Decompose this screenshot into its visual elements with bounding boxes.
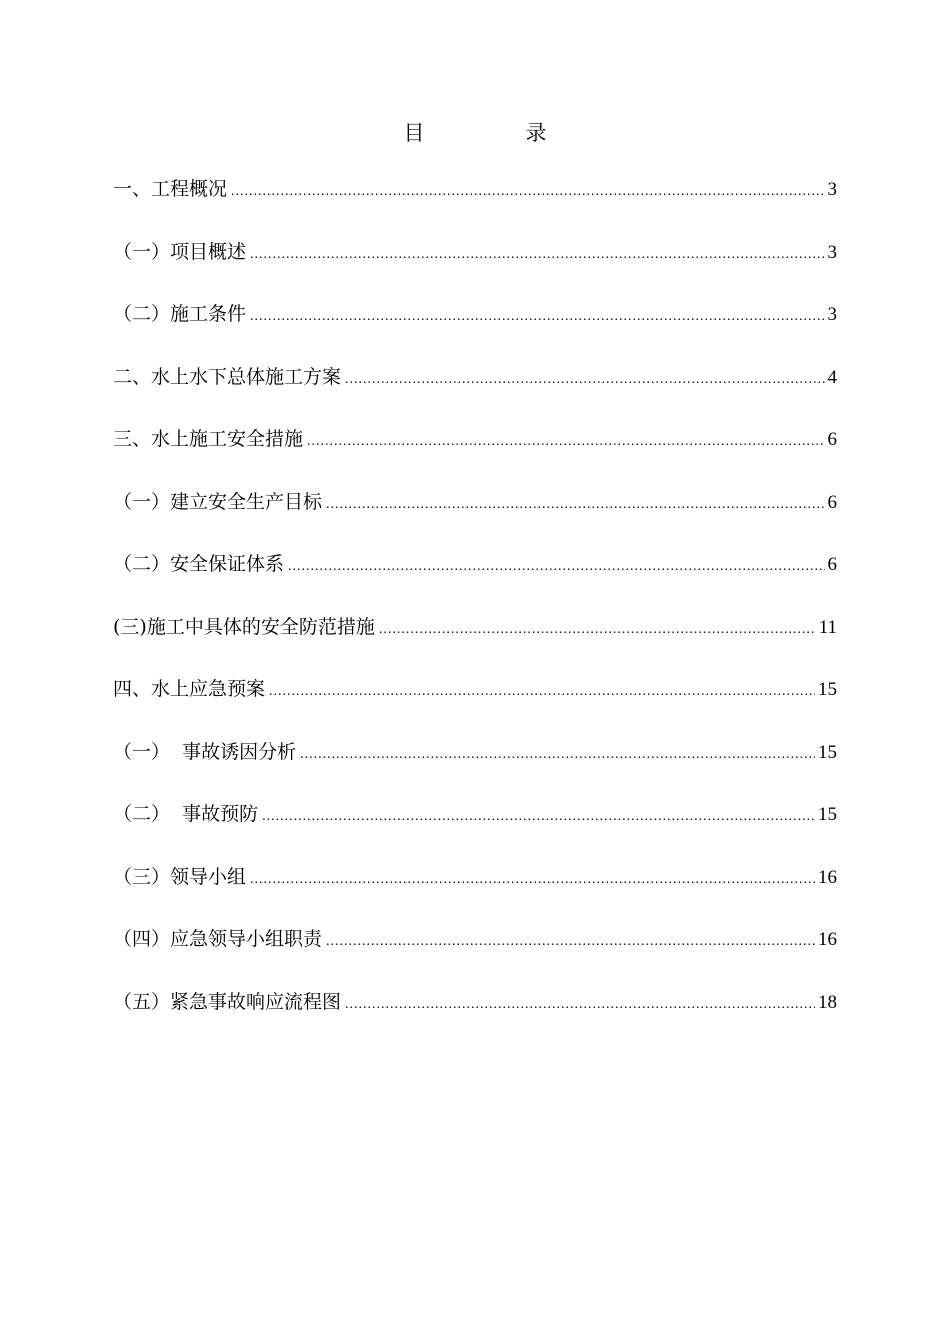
toc-entry-1[interactable] bbox=[113, 174, 837, 237]
toc-entry-label: （一）项目概述 bbox=[113, 240, 247, 263]
toc-list bbox=[113, 174, 837, 1049]
toc-entry-9[interactable] bbox=[113, 674, 837, 737]
toc-entry-2[interactable] bbox=[113, 237, 837, 300]
toc-entry-page: 15 bbox=[818, 804, 837, 825]
dot-leader bbox=[250, 240, 824, 270]
toc-entry-label: （一） 事故诱因分析 bbox=[113, 740, 297, 763]
dot-leader bbox=[288, 552, 824, 582]
toc-entry-3[interactable] bbox=[113, 299, 837, 362]
dot-leader bbox=[379, 615, 816, 645]
toc-entry-label: （二）施工条件 bbox=[113, 303, 247, 325]
toc-entry-page: 15 bbox=[818, 741, 837, 763]
dot-leader bbox=[269, 677, 815, 707]
toc-entry-6[interactable] bbox=[113, 487, 837, 550]
toc-entry-label: （二） 事故预防 bbox=[113, 803, 259, 825]
dot-leader bbox=[345, 990, 815, 1020]
toc-entry-page: 6 bbox=[827, 429, 837, 450]
toc-entry-page: 6 bbox=[827, 491, 837, 513]
toc-entry-7[interactable] bbox=[113, 549, 837, 612]
toc-entry-14[interactable] bbox=[113, 987, 837, 1050]
toc-entry-label: 四、水上应急预案 bbox=[113, 678, 266, 700]
toc-entry-label: (三)施工中具体的安全防范措施 bbox=[113, 615, 375, 638]
toc-entry-13[interactable] bbox=[113, 924, 837, 987]
toc-entry-12[interactable] bbox=[113, 862, 837, 925]
dot-leader bbox=[262, 802, 815, 832]
toc-entry-label: （二）安全保证体系 bbox=[113, 553, 285, 575]
dot-leader bbox=[345, 365, 824, 395]
toc-entry-label: 一、工程概况 bbox=[113, 178, 228, 200]
dot-leader bbox=[250, 302, 824, 332]
dot-leader bbox=[326, 927, 815, 957]
toc-entry-page: 3 bbox=[827, 179, 837, 200]
toc-entry-11[interactable] bbox=[113, 799, 837, 862]
dot-leader bbox=[300, 740, 815, 770]
toc-entry-label: （三）领导小组 bbox=[113, 865, 247, 888]
dot-leader bbox=[250, 865, 815, 895]
dot-leader bbox=[231, 177, 824, 207]
toc-entry-5[interactable] bbox=[113, 424, 837, 487]
toc-entry-page: 11 bbox=[818, 616, 837, 638]
toc-title: 目 录 bbox=[403, 121, 587, 145]
toc-entry-page: 16 bbox=[818, 929, 837, 950]
toc-entry-page: 4 bbox=[827, 366, 837, 388]
toc-entry-label: 二、水上水下总体施工方案 bbox=[113, 365, 342, 388]
dot-leader bbox=[307, 427, 824, 457]
toc-entry-10[interactable] bbox=[113, 737, 837, 800]
toc-entry-page: 16 bbox=[818, 866, 837, 888]
toc-entry-page: 3 bbox=[827, 241, 837, 263]
toc-entry-4[interactable] bbox=[113, 362, 837, 425]
toc-entry-page: 6 bbox=[827, 554, 837, 575]
toc-entry-label: 三、水上施工安全措施 bbox=[113, 428, 304, 450]
toc-entry-label: （一）建立安全生产目标 bbox=[113, 490, 323, 513]
toc-entry-page: 15 bbox=[818, 679, 837, 700]
dot-leader bbox=[326, 490, 824, 520]
toc-entry-label: （四）应急领导小组职责 bbox=[113, 928, 323, 950]
toc-entry-label: （五）紧急事故响应流程图 bbox=[113, 990, 342, 1013]
toc-entry-8[interactable] bbox=[113, 612, 837, 675]
toc-entry-page: 3 bbox=[827, 304, 837, 325]
toc-entry-page: 18 bbox=[818, 991, 837, 1013]
